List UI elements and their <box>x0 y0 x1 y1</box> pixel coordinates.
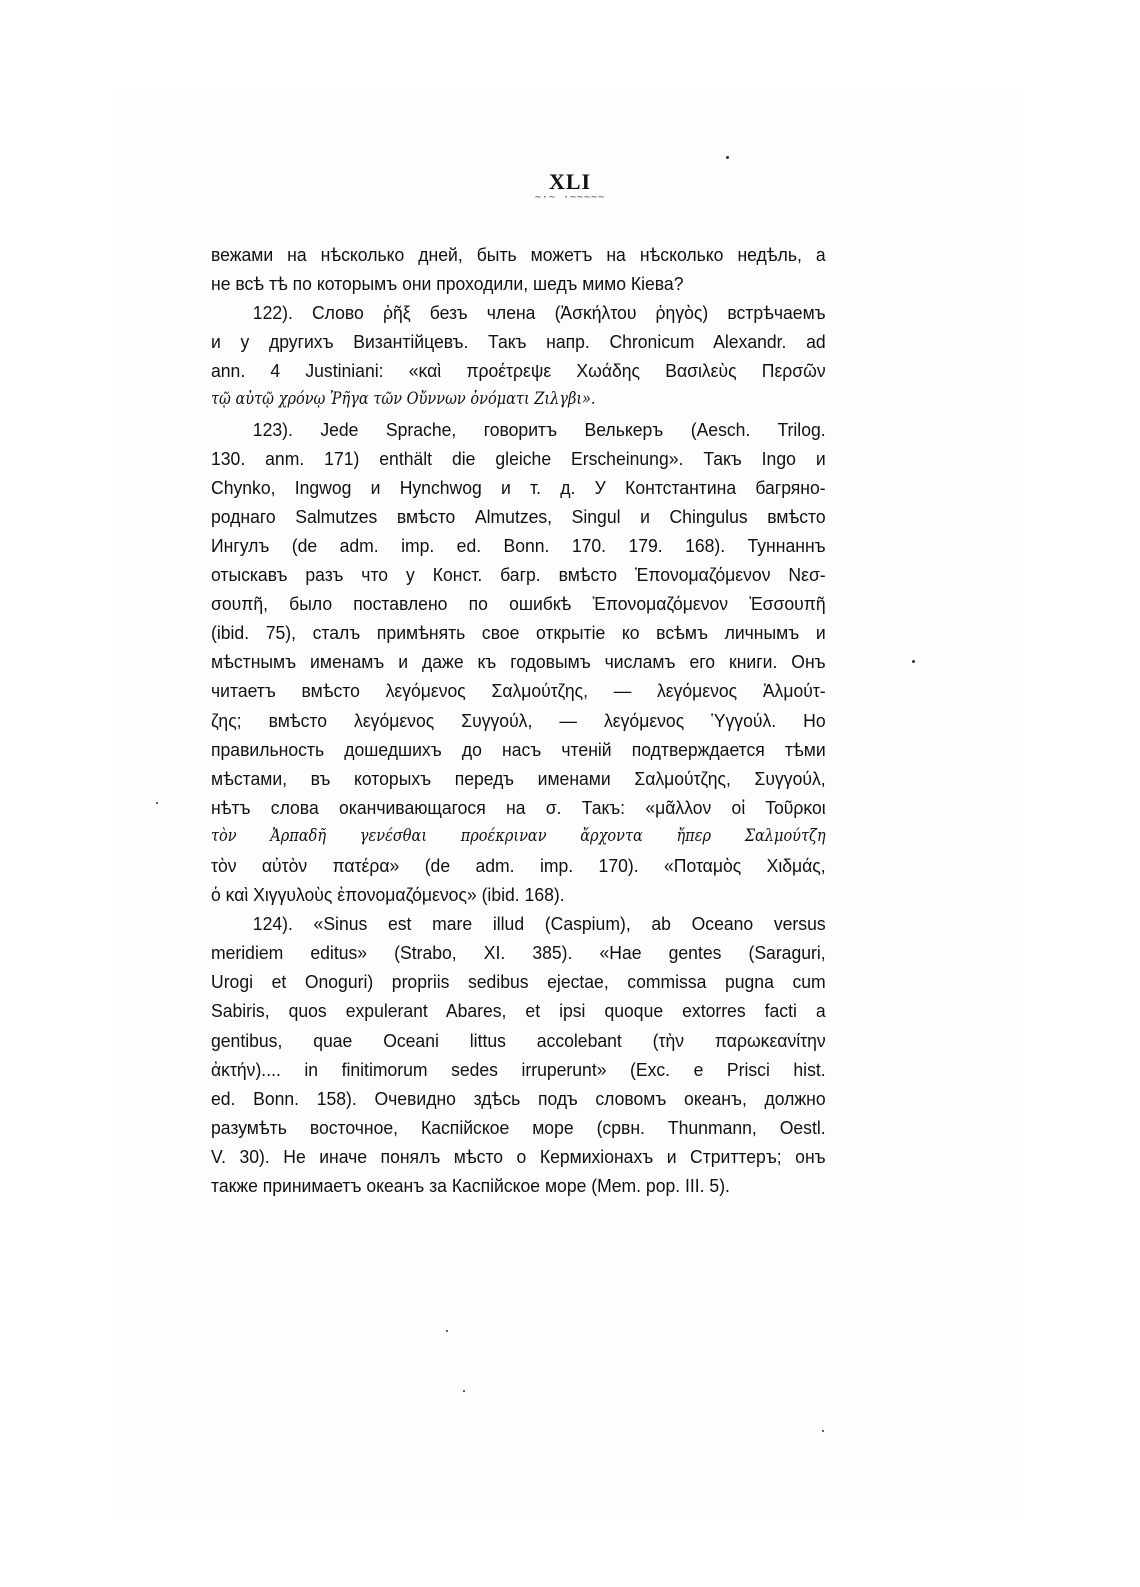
text-line: отыскавъ разъ что у Конст. багр. вмѣсто Ἐπονομαζόμενον Νεσ- <box>211 564 826 586</box>
text-line: Sabiris, quos expulerant Abares, et ipsi quoque extorres facti a <box>211 1000 826 1022</box>
text-line: gentibus, quae Oceani littus accolebant (τὴν παρωκεανίτην <box>211 1029 826 1051</box>
text-line: ann. 4 Justiniani: «καὶ προέτρεψε Χωάδης Βασιλεὺς Περσῶν <box>211 360 826 382</box>
text-line: ζης; вмѣсто λεγόμενος Συγγούλ, — λεγόμενος Ὑγγούλ. Но <box>211 709 826 731</box>
text-line: читаетъ вмѣсто λεγόμενος Σαλμούτζης, — λεγόμενος Ἀλμούτ- <box>211 680 826 702</box>
text-line: 130. anm. 171) enthält die gleiche Erscheinung». Такъ Ingo и <box>211 447 826 469</box>
paper-speck <box>463 1390 465 1392</box>
note-122 <box>211 298 826 414</box>
page-number: XLI <box>548 169 592 194</box>
text-line: вежами на нѣсколько дней, быть можетъ на нѣсколько недѣль, а <box>211 244 826 265</box>
paper-speck <box>156 802 158 804</box>
paper-speck <box>912 660 915 663</box>
text-line: мѣстами, въ которыхъ передъ именами Σαλμούτζης, Συγγούλ, <box>211 767 826 789</box>
paragraph-continuation <box>211 240 826 298</box>
text-line: нѣтъ слова оканчивающагося на σ. Такъ: «μᾶλλον οἱ Τοῦρκοι <box>211 796 826 818</box>
note-124 <box>211 909 826 1200</box>
note-123 <box>211 415 826 910</box>
text-line: 123). Jede Sprache, говоритъ Велькеръ (Aesch. Trilog. <box>252 418 826 440</box>
text-line: роднаго Salmutzes вмѣсто Almutzes, Singul и Chingulus вмѣсто <box>211 505 826 527</box>
text-line: ἀκτήν).... in finitimorum sedes irruperunt» (Exc. e Prisci hist. <box>211 1058 826 1080</box>
text-line: 122). Слово ῥῆξ безъ члена (Ἀσκήλτου ῥηγὸς) встрѣчаемъ <box>252 302 826 324</box>
header-ornament: ~·~ ·~~~~~ <box>534 192 606 203</box>
text-line: σουπῆ, было поставлено по ошибкѣ Ἐπονομαζόμενον Ἐσσουπῆ <box>211 593 826 615</box>
text-line: meridiem editus» (Strabo, XI. 385). «Hae gentes (Saraguri, <box>211 942 826 964</box>
text-line: τὸν Ἀρπαδῆ γενέσθαι προέκριναν ἄρχοντα ἤπερ Σαλμούτζη <box>211 825 826 846</box>
text-line: и у другихъ Византійцевъ. Такъ напр. Chronicum Alexandr. ad <box>211 331 826 353</box>
text-line: правильность дошедшихъ до насъ чтеній подтверждается тѣми <box>211 738 826 760</box>
text-line: τῷ αὐτῷ χρόνῳ Ῥῆγα τῶν Οὔννων ὀνόματι Ζιλγβι». <box>211 389 596 410</box>
text-line: V. 30). Не иначе понялъ мѣсто о Кермихіонахъ и Стриттеръ; онъ <box>211 1145 826 1167</box>
text-line: разумѣть восточное, Каспійское море (срвн. Thunmann, Oestl. <box>211 1116 826 1138</box>
text-line: Urogi et Onoguri) propriis sedibus ejectae, commissa pugna cum <box>211 971 826 993</box>
text-line: 124). «Sinus est mare illud (Caspium), ab Oceano versus <box>252 913 826 935</box>
text-line: Chynko, Ingwog и Hynchwog и т. д. У Контстантина багряно- <box>211 476 826 498</box>
text-line: (ibid. 75), сталъ примѣнять свое открытіе ко всѣмъ личнымъ и <box>211 622 826 644</box>
paper-speck <box>446 1330 448 1332</box>
text-line: мѣстнымъ именамъ и даже къ годовымъ числамъ его книги. Онъ <box>211 651 826 673</box>
text-line: ὁ καὶ Χιγγυλοὺς ἐπονομαζόμενος» (ibid. 168). <box>211 884 565 906</box>
paper-speck <box>822 1430 824 1432</box>
text-line: не всѣ тѣ по которымъ они проходили, шедъ мимо Кіева? <box>211 273 684 295</box>
body-text <box>211 240 826 1200</box>
paper-speck <box>726 156 729 159</box>
text-line: также принимаетъ океанъ за Каспійское море (Mem. pop. III. 5). <box>211 1175 730 1196</box>
text-line: Ингулъ (de adm. imp. ed. Bonn. 170. 179. 168). Туннаннъ <box>211 534 826 556</box>
page-header <box>0 170 1140 202</box>
text-line: τὸν αὐτὸν πατέρα» (de adm. imp. 170). «Ποταμὸς Χιδμάς, <box>211 854 826 876</box>
text-line: ed. Bonn. 158). Очевидно здѣсь подъ словомъ океанъ, должно <box>211 1087 826 1109</box>
